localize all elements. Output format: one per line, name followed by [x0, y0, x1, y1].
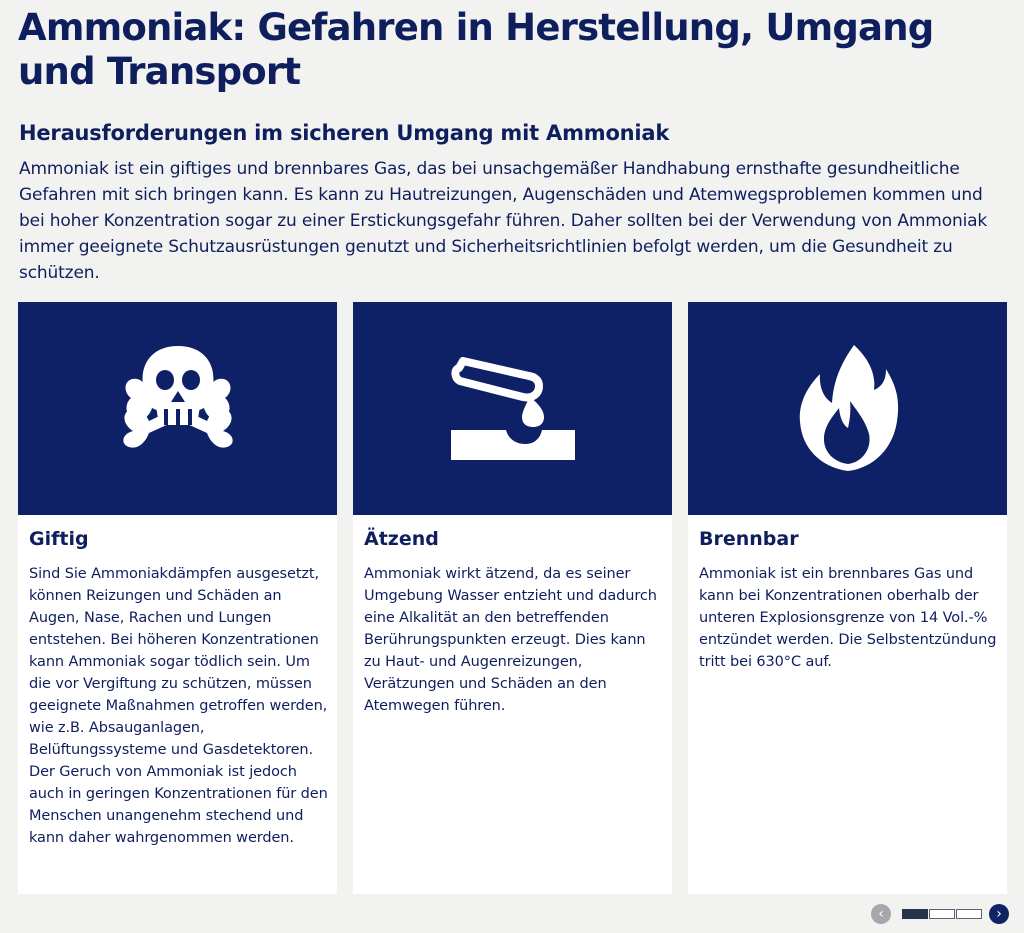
card-image-aetzend — [353, 302, 672, 515]
next-slide-button[interactable] — [989, 904, 1009, 924]
chevron-right-icon: › — [996, 906, 1002, 922]
slide-indicator-3[interactable] — [956, 909, 982, 919]
carousel-pagination — [871, 902, 1013, 926]
slide-indicators — [902, 909, 980, 919]
skull-crossbones-icon — [119, 343, 237, 475]
chevron-left-icon: ‹ — [878, 906, 884, 922]
hazard-card-brennbar — [688, 302, 1007, 894]
card-title: Ätzend — [364, 528, 439, 550]
section-heading: Herausforderungen im sicheren Umgang mit Ammoniak — [19, 121, 670, 145]
hazard-card-aetzend — [353, 302, 672, 894]
card-title: Brennbar — [699, 528, 799, 550]
card-title: Giftig — [29, 528, 89, 550]
page-title: Ammoniak: Gefahren in Herstellung, Umgang und Transport — [18, 6, 934, 93]
slide-indicator-2[interactable] — [929, 909, 955, 919]
card-description: Ammoniak ist ein brennbares Gas und kann bei Konzentrationen oberhalb der unteren Explosionsgrenze von 14 Vol.-% entzündet werden. Die Selbstentzündung tritt bei 630°C auf. — [699, 566, 997, 670]
card-description: Sind Sie Ammoniakdämpfen ausgesetzt, können Reizungen und Schäden an Augen, Nase, Rachen und Lungen entstehen. Bei höheren Konzentrationen kann Ammoniak sogar tödlich sein. Um die vor Vergiftung zu schützen, müssen geeignete Maßnahmen getroffen werden, wie z.B. Absauganlagen, Belüftungssysteme und Gasdetektoren. Der Geruch von Ammoniak ist jedoch auch in geringen Konzentrationen für den Menschen unangenehm stechend und kann daher wahrgenommen werden. — [29, 566, 328, 846]
hazard-cards-carousel — [18, 302, 1007, 894]
card-image-brennbar — [688, 302, 1007, 515]
card-description: Ammoniak wirkt ätzend, da es seiner Umgebung Wasser entzieht und dadurch eine Alkalität an den betreffenden Berührungspunkten erzeugt. Dies kann zu Haut- und Augenreizungen, Verätzungen und Schäden an den Atemwegen führen. — [364, 566, 657, 714]
corrosive-icon — [451, 353, 575, 465]
slide-indicator-1[interactable] — [902, 909, 928, 919]
card-image-giftig — [18, 302, 337, 515]
previous-slide-button[interactable] — [871, 904, 891, 924]
hazard-card-giftig — [18, 302, 337, 894]
flame-icon — [796, 343, 900, 475]
intro-paragraph: Ammoniak ist ein giftiges und brennbares Gas, das bei unsachgemäßer Handhabung ernsthafte gesundheitliche Gefahren mit sich bringen kann. Es kann zu Hautreizungen, Augenschäden und Atemwegsproblemen kommen und bei hoher Konzentration sogar zu einer Erstickungsgefahr führen. Daher sollten bei der Verwendung von Ammoniak immer geeignete Schutzausrüstungen genutzt und Sicherheitsrichtlinien befolgt werden, um die Gesundheit zu schützen. — [19, 159, 988, 283]
